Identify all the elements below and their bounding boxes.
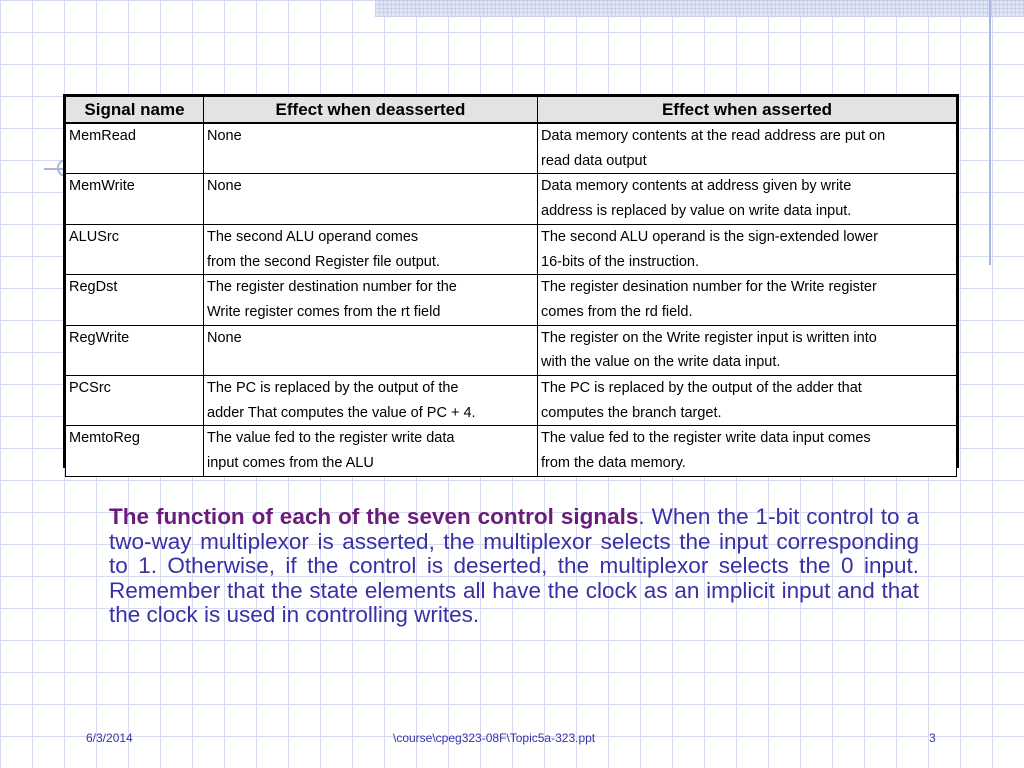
deasserted-line-1: None [207, 128, 242, 144]
cell-deasserted [204, 123, 538, 174]
table-header-row [66, 97, 957, 124]
asserted-line-2: comes from the rd field. [541, 303, 693, 320]
deasserted-line-1: The PC is replaced by the output of the [207, 380, 459, 397]
cell-asserted [538, 275, 957, 325]
table-row [66, 376, 957, 426]
asserted-line-1: The register on the Write register input is written into [541, 329, 877, 346]
slide-body-paragraph [109, 505, 919, 628]
control-signals-table [63, 94, 959, 472]
header-signal-name: Signal name [66, 97, 204, 124]
signal-name: MemWrite [69, 178, 135, 195]
deasserted-line-2: input comes from the ALU [207, 455, 374, 472]
cell-signal [66, 174, 204, 224]
signal-name: MemtoReg [69, 430, 140, 447]
decorative-vertical-line [989, 0, 991, 265]
asserted-line-1: The value fed to the register write data input comes [541, 430, 871, 447]
cell-asserted [538, 426, 957, 476]
cell-deasserted [204, 325, 538, 375]
cell-deasserted [204, 275, 538, 325]
table-row [66, 224, 957, 274]
asserted-line-2: address is replaced by value on write data input. [541, 203, 852, 220]
asserted-line-2: 16-bits of the instruction. [541, 253, 699, 270]
asserted-line-1: Data memory contents at address given by write [541, 178, 852, 195]
table-row [66, 325, 957, 375]
cell-signal [66, 376, 204, 426]
cell-asserted [538, 376, 957, 426]
signal-name: PCSrc [69, 380, 111, 397]
signal-name: MemRead [69, 128, 136, 144]
footer-page-number: 3 [929, 731, 936, 745]
footer-file-path: \course\cpeg323-08F\Topic5a-323.ppt [393, 731, 596, 745]
table-row [66, 123, 957, 174]
cell-asserted [538, 174, 957, 224]
signal-name: RegWrite [69, 329, 130, 346]
signal-name: ALUSrc [69, 228, 119, 245]
table-row [66, 426, 957, 476]
asserted-line-2: computes the branch target. [541, 404, 722, 421]
deasserted-line-1: None [207, 178, 242, 195]
asserted-line-2: read data output [541, 152, 647, 169]
deasserted-line-1: None [207, 329, 242, 346]
cell-deasserted [204, 426, 538, 476]
deasserted-line-2: adder That computes the value of PC + 4. [207, 404, 476, 421]
asserted-line-1: The register desination number for the Write register [541, 279, 877, 296]
header-effect-deasserted: Effect when deasserted [204, 97, 538, 124]
deasserted-line-1: The value fed to the register write data [207, 430, 455, 447]
deasserted-line-1: The register destination number for the [207, 279, 457, 296]
asserted-line-1: The PC is replaced by the output of the adder that [541, 380, 862, 397]
deasserted-line-2: Write register comes from the rt field [207, 303, 441, 320]
cell-signal [66, 123, 204, 174]
deasserted-line-1: The second ALU operand comes [207, 228, 419, 245]
cell-signal [66, 275, 204, 325]
top-decorative-band [375, 0, 1024, 17]
cell-deasserted [204, 224, 538, 274]
table-row [66, 275, 957, 325]
cell-signal [66, 224, 204, 274]
cell-asserted [538, 123, 957, 174]
footer-date: 6/3/2014 [86, 731, 133, 745]
cell-deasserted [204, 174, 538, 224]
asserted-line-2: from the data memory. [541, 455, 686, 472]
table-row [66, 174, 957, 224]
deasserted-line-2: from the second Register file output. [207, 253, 440, 270]
cell-asserted [538, 224, 957, 274]
cell-signal [66, 325, 204, 375]
signal-name: RegDst [69, 279, 118, 296]
asserted-line-1: The second ALU operand is the sign-extended lower [541, 228, 878, 245]
asserted-line-2: with the value on the write data input. [541, 354, 781, 371]
header-effect-asserted: Effect when asserted [538, 97, 957, 124]
cell-signal [66, 426, 204, 476]
cell-asserted [538, 325, 957, 375]
cell-deasserted [204, 376, 538, 426]
paragraph-bold-lead: The function of each of the seven control signals [109, 504, 639, 529]
asserted-line-1: Data memory contents at the read address are put on [541, 128, 886, 144]
paragraph-rest: . When the 1-bit control to a two-way multiplexor is asserted, the multiplexor selects the input corresponding to 1. Otherwise, if the control is deserted, the multiplexor selects the 0 input. Remember that the state elements all have the clock as an implicit input and that the clock is used in controlling writes. [109, 504, 919, 628]
